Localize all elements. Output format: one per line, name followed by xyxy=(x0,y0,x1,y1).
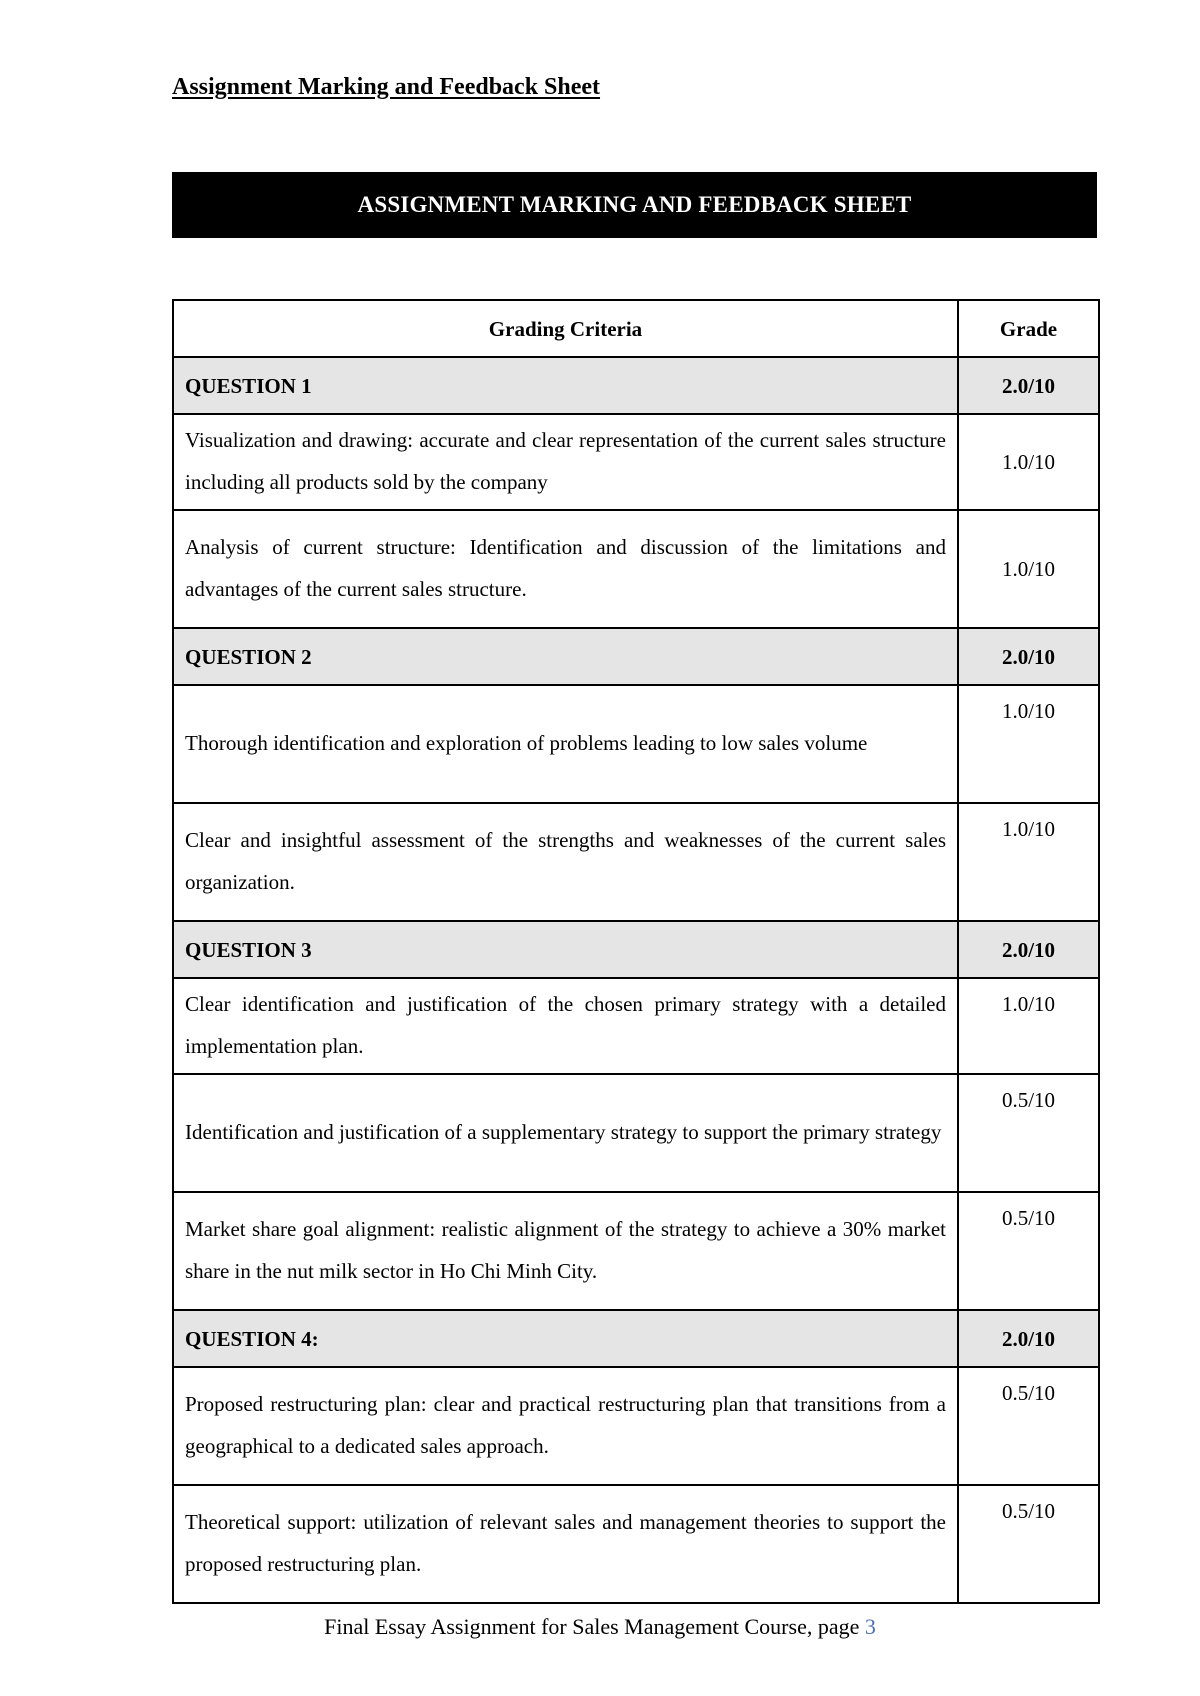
question-row xyxy=(173,628,1099,685)
criteria-header: Grading Criteria xyxy=(173,300,958,357)
criterion-row xyxy=(173,1367,1099,1485)
criterion-row xyxy=(173,1074,1099,1192)
page-footer xyxy=(0,1614,1200,1640)
criterion-text: Analysis of current structure: Identification and discussion of the limitations and advantages of the current sales structure. xyxy=(173,510,958,628)
question-title: QUESTION 2 xyxy=(173,628,958,685)
criterion-grade: 0.5/10 xyxy=(958,1485,1099,1603)
criterion-grade: 1.0/10 xyxy=(958,414,1099,510)
criterion-text: Clear identification and justification of the chosen primary strategy with a detailed implementation plan. xyxy=(173,978,958,1074)
criterion-grade: 1.0/10 xyxy=(958,510,1099,628)
criterion-grade: 0.5/10 xyxy=(958,1367,1099,1485)
criterion-row xyxy=(173,510,1099,628)
grading-table xyxy=(172,299,1100,1604)
question-total-grade: 2.0/10 xyxy=(958,357,1099,414)
question-row xyxy=(173,357,1099,414)
banner-title: ASSIGNMENT MARKING AND FEEDBACK SHEET xyxy=(172,172,1097,238)
table-header-row xyxy=(173,300,1099,357)
question-total-grade: 2.0/10 xyxy=(958,1310,1099,1367)
grade-header: Grade xyxy=(958,300,1099,357)
criterion-grade: 1.0/10 xyxy=(958,978,1099,1074)
question-row xyxy=(173,921,1099,978)
criterion-grade: 1.0/10 xyxy=(958,803,1099,921)
criterion-row xyxy=(173,978,1099,1074)
criterion-text: Clear and insightful assessment of the strengths and weaknesses of the current sales organization. xyxy=(173,803,958,921)
criterion-row xyxy=(173,803,1099,921)
criterion-text: Visualization and drawing: accurate and clear representation of the current sales structure including all products sold by the company xyxy=(173,414,958,510)
criterion-grade: 0.5/10 xyxy=(958,1074,1099,1192)
criterion-text: Proposed restructuring plan: clear and practical restructuring plan that transitions from a geographical to a dedicated sales approach. xyxy=(173,1367,958,1485)
question-total-grade: 2.0/10 xyxy=(958,921,1099,978)
criterion-text: Market share goal alignment: realistic alignment of the strategy to achieve a 30% market share in the nut milk sector in Ho Chi Minh City. xyxy=(173,1192,958,1310)
footer-text: Final Essay Assignment for Sales Management Course, page xyxy=(324,1614,860,1639)
question-title: QUESTION 1 xyxy=(173,357,958,414)
criterion-grade: 0.5/10 xyxy=(958,1192,1099,1310)
question-total-grade: 2.0/10 xyxy=(958,628,1099,685)
criterion-row xyxy=(173,1485,1099,1603)
page-heading: Assignment Marking and Feedback Sheet xyxy=(172,74,601,100)
criterion-text: Identification and justification of a supplementary strategy to support the primary strategy xyxy=(173,1074,958,1192)
criterion-text: Thorough identification and exploration of problems leading to low sales volume xyxy=(173,685,958,803)
criterion-row xyxy=(173,685,1099,803)
criterion-row xyxy=(173,414,1099,510)
criterion-text: Theoretical support: utilization of relevant sales and management theories to support the proposed restructuring plan. xyxy=(173,1485,958,1603)
question-title: QUESTION 4: xyxy=(173,1310,958,1367)
question-row xyxy=(173,1310,1099,1367)
page-number: 3 xyxy=(864,1614,876,1639)
criterion-grade: 1.0/10 xyxy=(958,685,1099,803)
criterion-row xyxy=(173,1192,1099,1310)
question-title: QUESTION 3 xyxy=(173,921,958,978)
